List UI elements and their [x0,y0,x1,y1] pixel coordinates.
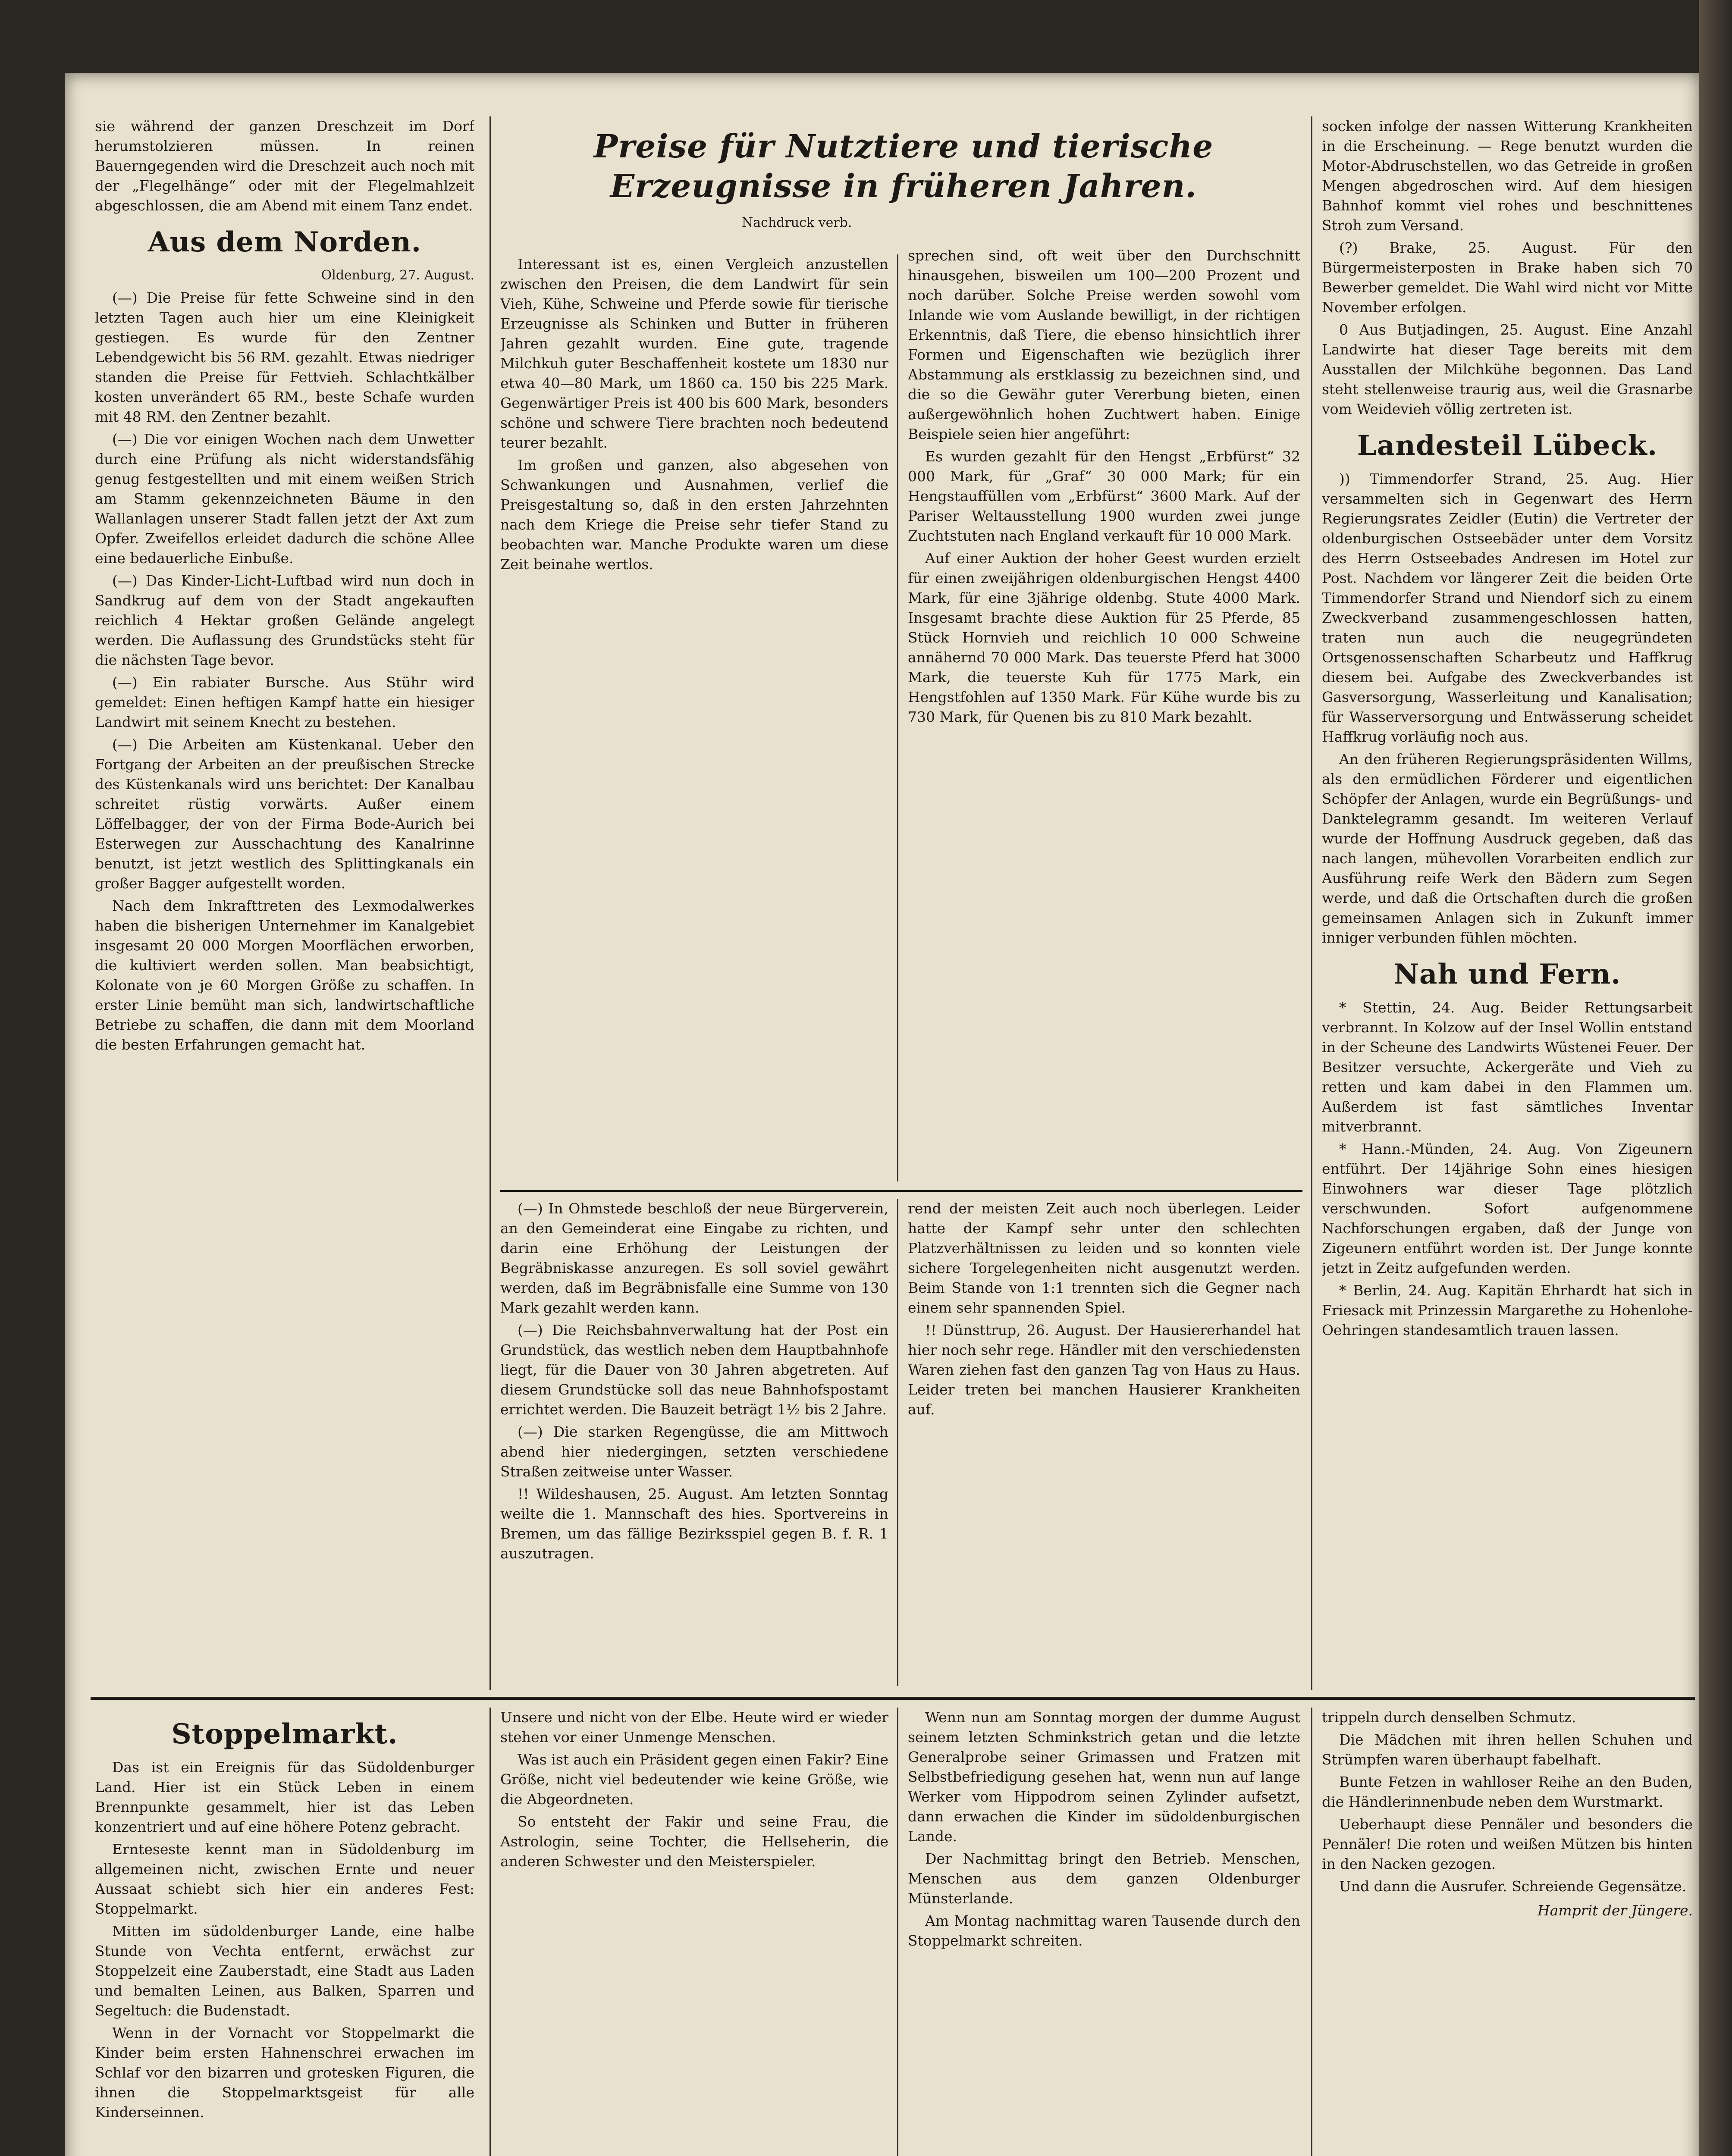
article-paragraph: Die Mädchen mit ihren hellen Schuhen und Strümpfen waren überhaupt fabelhaft. [1322,1731,1693,1768]
article-paragraph: (—) Die starken Regengüsse, die am Mittwoch abend hier niedergingen, setzten verschiedene Straßen zeitweise unter Wasser. [500,1423,888,1480]
article-paragraph: (?) Brake, 25. August. Für den Bürgermeisterposten in Brake haben sich 70 Bewerber gemeldet. Die Wahl wird nicht vor Mitte November erfolgen. [1322,239,1693,316]
column-divider [489,116,491,1690]
dateline-oldenburg: Oldenburg, 27. August. [321,268,474,283]
stoppelmarkt-column-1 [95,1708,474,2156]
article-paragraph: An den früheren Regierungspräsidenten Willms, als den ermüdlichen Förderer und eigentlichen Schöpfer der Anlagen, wurde ein Begrüßungs- und Danktelegramm gesandt. Im weiteren Verlauf wurde der Hoffnung Ausdruck gegeben, daß das nach langen, mühevollen Vorarbeiten endlich zur Ausführung reife Werk den Bädern zum Segen werde, und daß die Ortschaften durch die großen gemeinsamen Anlagen sich in Zukunft immer inniger verbunden fühlen möchten. [1322,751,1693,946]
article-paragraph: * Berlin, 24. Aug. Kapitän Ehrhardt hat sich in Friesack mit Prinzessin Margarethe zu Hohenlohe-Oehringen standesamtlich trauen lassen. [1322,1282,1693,1338]
section-title-norden: Aus dem Norden. [147,226,422,258]
article-paragraph: * Stettin, 24. Aug. Beider Rettungsarbeit verbrannt. In Kolzow auf der Insel Wollin entstand in der Scheune des Landwirts Wüstenei Feuer. Der Besitzer versuchte, Ackergeräte und Vieh zu retten und kam dabei in den Flammen um. Außerdem ist fast sämtliches Inventar mitverbrannt. [1322,999,1693,1135]
article-paragraph: Im großen und ganzen, also abgesehen von Schwankungen und Ausnahmen, verlief die Preisgestaltung so, daß in den ersten Jahrzehnten nach dem Kriege die Preise sehr tiefer Stand zu beobachten war. Manche Produkte waren um diese Zeit beinahe wertlos. [500,457,888,573]
preise-column-1 [500,254,888,1181]
section-title-nah-fern: Nah und Fern. [1393,958,1621,990]
column-divider [1311,116,1312,1690]
local-news-column-1 [500,1199,888,1686]
article-paragraph: (—) Die Arbeiten am Küstenkanal. Ueber den Fortgang der Arbeiten an der preußischen Strecke des Küstenkanals wird uns berichtet: Der Kanalbau schreitet rüstig vorwärts. Außer einem Löffelbagger, der von der Firma Bode-Aurich bei Esterwegen zur Ausschachtung des Kanalrinne benutzt, ist jetzt westlich des Splittingkanals ein großer Bagger aufgestellt worden. [95,736,474,892]
article-paragraph: Am Montag nachmittag waren Tausende durch den Stoppelmarkt schreiten. [908,1912,1300,1949]
horizontal-rule [500,1190,1302,1192]
article-paragraph: Es wurden gezahlt für den Hengst „Erbfürst“ 32 000 Mark, für „Graf“ 30 000 Mark; für ein Hengstauffüllen vom „Erbfürst“ 3600 Mark. Auf der Pariser Weltausstellung 1900 wurden zwei junge Zuchtstuten nach England verkauft für 10 000 Mark. [908,448,1300,544]
article-paragraph: Der Nachmittag bringt den Betrieb. Menschen, Menschen aus dem ganzen Oldenburger Münsterlande. [908,1850,1300,1907]
article-paragraph: )) Timmendorfer Strand, 25. Aug. Hier versammelten sich in Gegenwart des Herrn Regierungsrates Zeidler (Eutin) die Vertreter der oldenburgischen Ostseebäder unter dem Vorsitz des Herrn Ostseebades Andresen im Hotel zur Post. Nachdem vor längerer Zeit die beiden Orte Timmendorfer Strand und Niendorf sich zu einem Zweckverband zusammengeschlossen hatten, traten nun auch die neugegründeten Ortsgenossenschaften Scharbeutz und Haffkrug diesem bei. Aufgabe des Zweckverbandes ist Gasversorgung, Wasserleitung und Kanalisation; für Wasserversorgung und Entwässerung scheidet Haffkrug vorläufig noch aus. [1322,470,1693,745]
article-paragraph: Wenn nun am Sonntag morgen der dumme August seinem letzten Schminkstrich getan und die letzte Generalprobe seiner Grimassen und Fratzen mit Selbstbefriedigung gesehen hat, wenn nun auf lange Werker vom Hippodrom seinen Zylinder aufsetzt, dann erwachen die Kinder im südoldenburgischen Lande. [908,1709,1300,1845]
article-paragraph: Und dann die Ausrufer. Schreiende Gegensätze. [1339,1878,1687,1895]
article-paragraph: (—) Die Preise für fette Schweine sind in den letzten Tagen auch hier um eine Kleinigkeit gestiegen. Es wurde für den Zentner Lebendgewicht bis 56 RM. gezahlt. Etwas niedriger standen die Preise für Fettvieh. Schlachtkälber kosten unverändert 65 RM., beste Schafe wurden mit 48 RM. den Zentner bezahlt. [95,289,474,425]
local-news-column-2 [908,1199,1300,1686]
article-paragraph: (—) Ein rabiater Bursche. Aus Stühr wird gemeldet: Einen heftigen Kampf hatte ein hiesiger Landwirt mit seinem Knecht zu bestehen. [95,674,474,730]
article-paragraph: Interessant ist es, einen Vergleich anzustellen zwischen den Preisen, die dem Landwirt für sein Vieh, Kühe, Schweine und Pferde sowie für tierische Erzeugnisse als Schinken und Butter in früheren Jahren gezahlt wurden. Eine gute, tragende Milchkuh guter Beschaffenheit kostete um 1830 nur etwa 40—80 Mark, um 1860 ca. 150 bis 225 Mark. Gegenwärtiger Preis ist 400 bis 600 Mark, besonders schöne und schwere Tiere brachten noch bedeutend teurer bezahlt. [500,256,888,451]
article-paragraph: So entsteht der Fakir und seine Frau, die Astrologin, seine Tochter, die Hellseherin, die anderen Schwester und den Meisterspieler. [500,1813,888,1870]
article-paragraph: !! Wildeshausen, 25. August. Am letzten Sonntag weilte die 1. Mannschaft des hies. Sportvereins in Bremen, um das fällige Bezirksspiel gegen B. f. R. 1 auszutragen. [500,1485,888,1562]
stoppelmarkt-column-3 [908,1708,1300,2156]
article-paragraph: rend der meisten Zeit auch noch überlegen. Leider hatte der Kampf sehr unter den schlechten Platzverhältnissen zu leiden und so konnten viele sichere Torgelegenheiten nicht ausgenutzt werden. Beim Stande von 1:1 trennten sich die Gegner nach einem sehr spannenden Spiel. [908,1200,1300,1316]
article-paragraph: !! Dünsttrup, 26. August. Der Hausiererhandel hat hier noch sehr rege. Händler mit den verschiedensten Waren ziehen fast den ganzen Tag von Haus zu Haus. Leider treten bei manchen Hausierer Krankheiten auf. [908,1322,1300,1418]
column-divider [897,1708,898,2156]
article-paragraph: Unsere und nicht von der Elbe. Heute wird er wieder stehen vor einer Unmenge Menschen. [500,1709,888,1745]
article-paragraph: Mitten im südoldenburger Lande, eine halbe Stunde von Vechta entfernt, erwächst zur Stoppelzeit eine Zauberstadt, eine Stadt aus Laden und bemalten Leinen, aus Balken, Sparren und Segeltuch: die Budenstadt. [95,1923,474,2019]
article-paragraph: Bunte Fetzen in wahlloser Reihe an den Buden, die Händlerinnenbude neben dem Wurstmarkt. [1322,1774,1693,1810]
article-paragraph: Das ist ein Ereignis für das Südoldenburger Land. Hier ist ein Stück Leben in einem Brennpunkte gesammelt, hier ist das Leben konzentriert und auf eine höhere Potenz gebracht. [95,1759,474,1835]
article-paragraph: Auf einer Auktion der hoher Geest wurden erzielt für einen zweijährigen oldenburgischen Hengst 4400 Mark, für eine 3jährige oldenbg. Stute 4000 Mark. Insgesamt brachte diese Auktion für 25 Pferde, 85 Stück Hornvieh und reichlich 10 000 Schweine annähernd 70 000 Mark. Das teuerste Pferd hat 3000 Mark, die teuerste Kuh für 1775 Mark, ein Hengstfohlen auf 1350 Mark. Für Kühe wurde bis zu 730 Mark, für Quenen bis zu 810 Mark bezahlt. [908,550,1300,725]
stoppelmarkt-column-2 [500,1708,888,2156]
article-paragraph: socken infolge der nassen Witterung Krankheiten in die Erscheinung. — Rege benutzt wurden die Motor-Abdruschstellen, wo das Getreide in großen Mengen abgedroschen wird. Auf dem hiesigen Bahnhof kommt viel rohes und beschnittenes Stroh zum Versand. [1322,118,1693,234]
article-paragraph: (—) Die Reichsbahnverwaltung hat der Post ein Grundstück, das westlich neben dem Hauptbahnhofe liegt, für die Dauer von 30 Jahren abgetreten. Auf diesem Grundstücke soll das neue Bahnhofspostamt errichtet werden. Die Bauzeit beträgt 1½ bis 2 Jahre. [500,1322,888,1418]
column-divider [489,1708,491,2156]
feature-separator-rule [91,1697,1695,1700]
article-paragraph: sprechen sind, oft weit über den Durchschnitt hinausgehen, bisweilen um 100—200 Prozent und noch darüber. Solche Preise werden sowohl vom Inlande wie vom Auslande bewilligt, in der richtigen Erkenntnis, daß Tiere, die ebenso hinsichtlich ihrer Formen und Eigenschaften wie bezüglich ihrer Abstammung als erstklassig zu bezeichnen sind, und die so die Gewähr guter Vererbung bieten, einen außergewöhnlich hohen Zuchtwert haben. Einige Beispiele seien hier angeführt: [908,247,1300,442]
stoppelmarkt-column-4 [1322,1708,1693,2156]
preise-column-2 [908,246,1300,1181]
article-paragraph: Was ist auch ein Präsident gegen einen Fakir? Eine Größe, nicht viel bedeutender wie keine Größe, wie die Abgeordneten. [500,1751,888,1808]
column-divider [897,1199,898,1686]
article-paragraph: Ueberhaupt diese Pennäler und besonders die Pennäler! Die roten und weißen Mützen bis hinten in den Nacken gezogen. [1322,1816,1693,1872]
article-paragraph: (—) In Ohmstede beschloß der neue Bürgerverein, an den Gemeinderat eine Eingabe zu richten, und darin eine Erhöhung der Leistungen der Begräbniskasse anzuregen. Es soll soviel gewährt werden, daß im Begräbnisfalle eine Summe von 130 Mark gezahlt werden kann. [500,1200,888,1316]
page-edge-shadow [1699,0,1732,2156]
column-right-top [1322,116,1693,1686]
author-signature: Hamprit der Jüngere. [1537,1902,1693,1919]
article-paragraph: Ernteseste kennt man in Südoldenburg im allgemeinen nicht, zwischen Ernte und neuer Aussaat schiebt sich hier ein anderes Fest: Stoppelmarkt. [95,1841,474,1917]
preise-header [500,116,1307,254]
reprint-note: Nachdruck verb. [742,215,852,230]
article-paragraph: trippeln durch denselben Schmutz. [1322,1709,1576,1726]
section-title-preise: Preise für Nutztiere und tierische Erzeugnisse in früheren Jahren. [593,128,1214,205]
section-title-stoppelmarkt: Stoppelmarkt. [171,1718,398,1750]
article-paragraph: (—) Die vor einigen Wochen nach dem Unwetter durch eine Prüfung als nicht widerstandsfähig genug festgestellten und mit einem weißen Strich am Stamm gekennzeichneten Bäume in den Wallanlagen unserer Stadt fallen jetzt der Axt zum Opfer. Zweifellos erleidet dadurch die schöne Allee eine bedauerliche Einbuße. [95,431,474,567]
column-divider [1311,1708,1312,2156]
column-divider [897,254,898,1181]
article-paragraph: * Hann.-Münden, 24. Aug. Von Zigeunern entführt. Der 14jährige Sohn eines hiesigen Einwohners war dieser Tage plötzlich verschwunden. Sofort aufgenommene Nachforschungen ergaben, daß der Junge von Zigeunern entführt worden ist. Der Junge konnte jetzt in Zeitz aufgefunden werden. [1322,1141,1693,1276]
article-paragraph: Nach dem Inkrafttreten des Lexmodalwerkes haben die bisherigen Unternehmer im Kanalgebiet insgesamt 20 000 Morgen Moorflächen erworben, die kultiviert werden sollen. Man beabsichtigt, Kolonate von je 60 Morgen Größe zu schaffen. In erster Linie bemüht man sich, landwirtschaftliche Betriebe zu schaffen, die dann mit dem Moorland die besten Erfahrungen gemacht hat. [95,897,474,1053]
newspaper-page [65,73,1699,2156]
lead-paragraph: sie während der ganzen Dreschzeit im Dorf herumstolzieren müssen. In reinen Bauerngegenden wird die Dreschzeit auch noch mit der „Flegelhänge“ oder mit der Flegelmahlzeit abgeschlossen, die am Abend mit einem Tanz endet. [95,118,474,214]
section-title-luebeck: Landesteil Lübeck. [1357,429,1658,462]
article-paragraph: 0 Aus Butjadingen, 25. August. Eine Anzahl Landwirte hat dieser Tage bereits mit dem Ausstallen der Milchkühe begonnen. Das Land steht stellenweise traurig aus, weil die Grasnarbe vom Weidevieh völlig zertreten ist. [1322,321,1693,417]
article-paragraph: (—) Das Kinder-Licht-Luftbad wird nun doch in Sandkrug auf dem von der Stadt angekauften reichlich 4 Hektar großen Gelände angelegt werden. Die Auflassung des Grundstücks steht für die nächsten Tage bevor. [95,572,474,668]
article-paragraph: Wenn in der Vornacht vor Stoppelmarkt die Kinder beim ersten Hahnenschrei erwachen im Schlaf vor den bizarren und grotesken Figuren, die ihnen die Stoppelmarktsgeist für alle Kinderseinnen. [95,2024,474,2121]
